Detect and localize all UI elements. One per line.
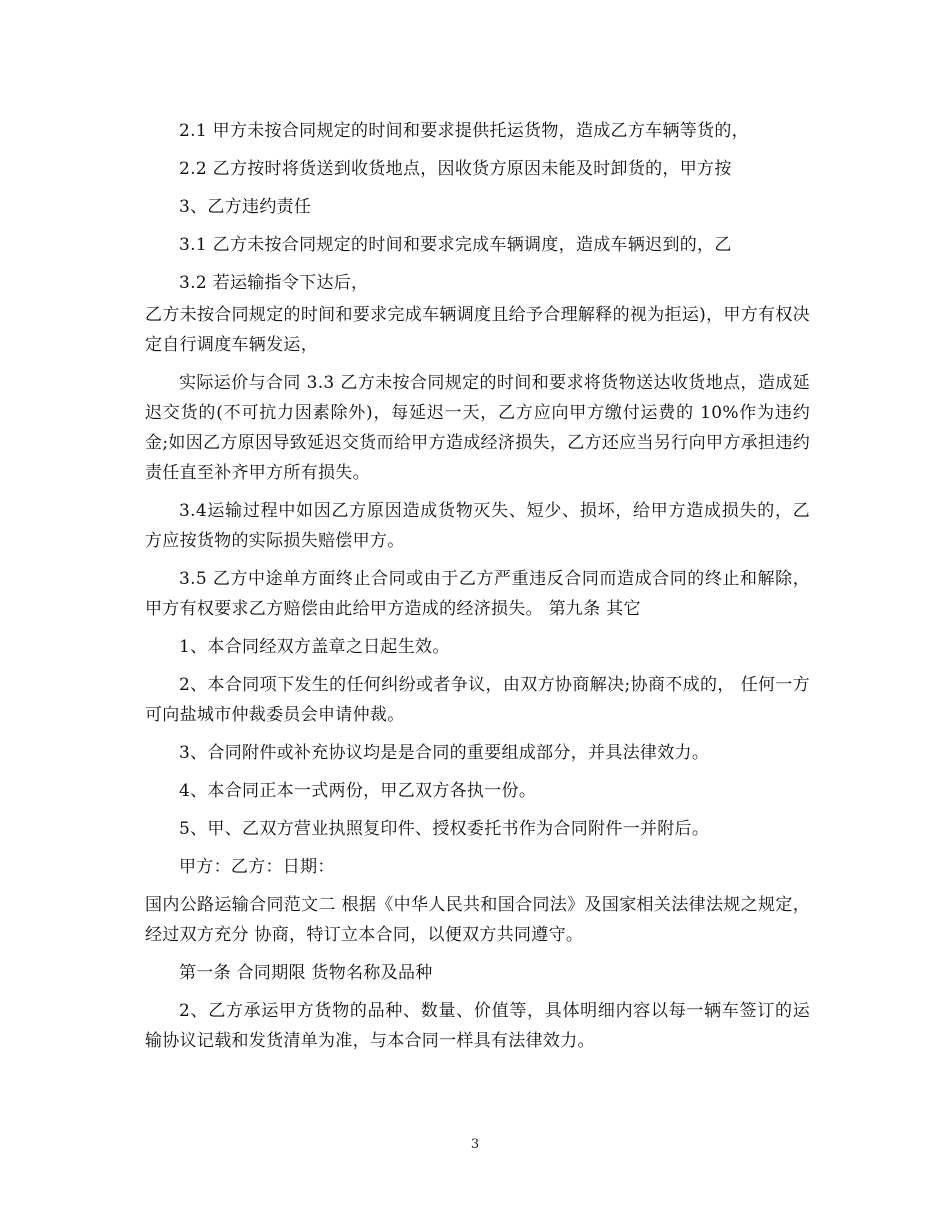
- paragraph-3-3: 实际运价与合同 3.3 乙方未按合同规定的时间和要求将货物送达收货地点，造成延迟交货的(不可抗力因素除外)，每延迟一天，乙方应向甲方缴付运费的 10%作为违约金;如因乙方原因导致延迟交货而给甲方造成经济损失，乙方还应当另行向甲方承担违约责任直至补齐甲方所有损失。: [145, 373, 810, 483]
- document-body: [145, 116, 810, 1064]
- paragraph-3-2: 3.2 若运输指令下达后，: [179, 273, 369, 293]
- clause-5: 5、甲、乙双方营业执照复印件、授权委托书作为合同附件一并附后。: [179, 819, 710, 839]
- signature-line: 甲方：乙方：日期：: [179, 857, 335, 877]
- paragraph-3-1: 3.1 乙方未按合同规定的时间和要求完成车辆调度，造成车辆迟到的，乙: [179, 235, 732, 255]
- clause-3: 3、合同附件或补充协议均是是合同的重要组成部分，并具法律效力。: [179, 743, 710, 763]
- contract-two-intro: 国内公路运输合同范文二 根据《中华人民共和国合同法》及国家相关法律法规之规定，经过双方充分 协商，特订立本合同，以便双方共同遵守。: [145, 895, 810, 945]
- article-1-heading: 第一条 合同期限 货物名称及品种: [179, 963, 433, 983]
- paragraph-2-2: 2.2 乙方按时将货送到收货地点，因收货方原因未能及时卸货的，甲方按: [179, 159, 732, 179]
- clause-2: 2、本合同项下发生的任何纠纷或者争议，由双方协商解决;协商不成的， 任何一方可向盐城市仲裁委员会申请仲裁。: [145, 675, 810, 725]
- section-heading-3: 3、乙方违约责任: [179, 197, 312, 217]
- paragraph-3-5: 3.5 乙方中途单方面终止合同或由于乙方严重违反合同而造成合同的终止和解除， 甲方有权要求乙方赔偿由此给甲方造成的经济损失。 第九条 其它: [145, 569, 810, 619]
- paragraph-2-1: 2.1 甲方未按合同规定的时间和要求提供托运货物，造成乙方车辆等货的，: [179, 121, 749, 141]
- clause-4: 4、本合同正本一式两份，甲乙双方各执一份。: [179, 781, 537, 801]
- paragraph-3-4: 3.4运输过程中如因乙方原因造成货物灭失、短少、损坏，给甲方造成损失的，乙方应按货物的实际损失赔偿甲方。: [145, 501, 810, 551]
- page-number: 3: [470, 1137, 480, 1152]
- clause-1: 1、本合同经双方盖章之日起生效。: [179, 637, 450, 657]
- article-1-clause-2: 2、乙方承运甲方货物的品种、数量、价值等，具体明细内容以每一辆车签订的运输协议记载和发货清单为准，与本合同一样具有法律效力。: [145, 1001, 810, 1051]
- paragraph-3-2-continued: 乙方未按合同规定的时间和要求完成车辆调度且给予合理解释的视为拒运)，甲方有权决定自行调度车辆发运，: [145, 305, 810, 355]
